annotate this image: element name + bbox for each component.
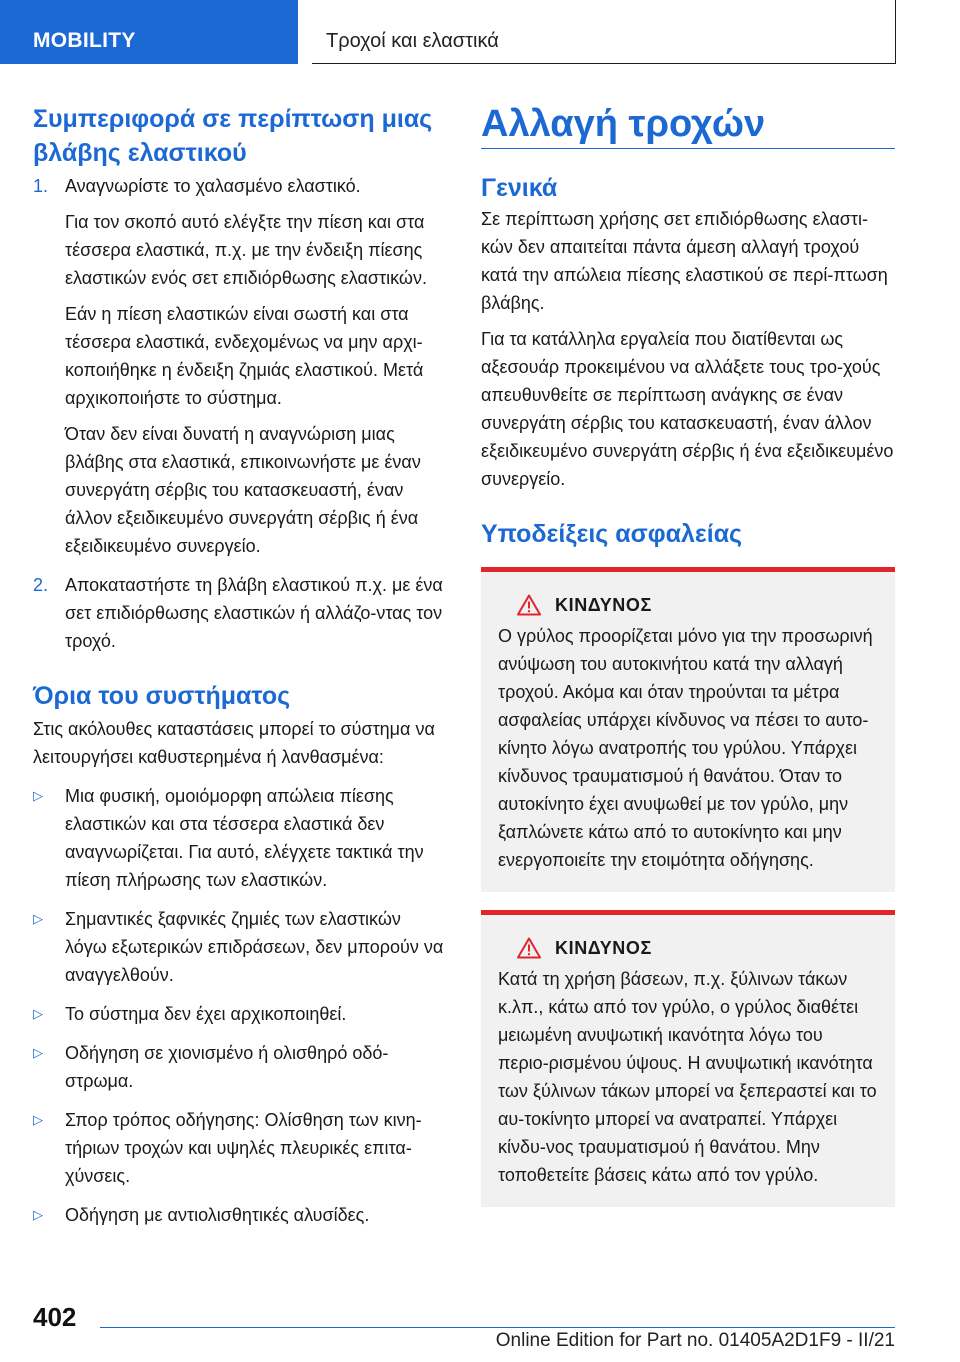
list-item: [33, 1106, 445, 1190]
list-item: [33, 1039, 445, 1095]
triangle-right-icon: ▷: [33, 788, 43, 803]
right-column: [481, 102, 895, 1207]
paragraph: Για τα κατάλληλα εργαλεία που διατίθενται ως αξεσουάρ προκειμένου να αλλάξετε τους τρο-χούς απευθυνθείτε σε περίπτωση ανάγκης σε έναν συνεργάτη σέρβις του κατασκευαστή, έναν άλλον εξειδικευμένο συνεργάτη σέρβις ή ένα εξειδικευμένο συνεργείο.: [481, 329, 894, 489]
paragraph: Αναγνωρίστε το χαλασμένο ελαστικό.: [65, 176, 361, 196]
triangle-right-icon: ▷: [33, 1045, 43, 1060]
step-number: 2.: [33, 575, 49, 595]
list-item: [33, 1201, 445, 1229]
warning-box: [481, 910, 895, 1207]
main-heading-wheel-change: Αλλαγή τροχών: [481, 102, 895, 149]
step-number: 1.: [33, 176, 49, 196]
list-item-text: Οδήγηση με αντιολισθητικές αλυσίδες.: [65, 1205, 370, 1225]
list-item: [33, 571, 445, 655]
footer-divider: [100, 1327, 895, 1328]
list-item: [33, 1000, 445, 1028]
list-item-text: Το σύστημα δεν έχει αρχικοποιηθεί.: [65, 1004, 347, 1024]
section-tab: MOBILITY: [0, 0, 298, 64]
paragraph: Σε περίπτωση χρήσης σετ επιδιόρθωσης ελαστι-κών δεν απαιτείται πάντα άμεση αλλαγή τροχού κατά την απώλεια πίεσης ελαστικού σε περί-πτωση βλάβης.: [481, 209, 888, 313]
list-item: [33, 782, 445, 894]
triangle-right-icon: ▷: [33, 1006, 43, 1021]
page-number: 402: [33, 1302, 77, 1332]
list-item-text: Οδήγηση σε χιονισμένο ή ολισθηρό οδό-στρωμα.: [65, 1043, 389, 1091]
list-item-text: Σπορ τρόπος οδήγησης: Ολίσθηση των κινη-τήριων τροχών και υψηλές πλευρικές επιτα-χύνσεις.: [65, 1110, 422, 1186]
section-heading-limits: Όρια του συστήματος: [33, 682, 291, 710]
list-item-text: Σημαντικές ξαφνικές ζημιές των ελαστικών λόγω εξωτερικών επιδράσεων, δεν μπορούν να αναγγελθούν.: [65, 909, 444, 985]
warning-text: Ο γρύλος προορίζεται μόνο για την προσωρινή ανύψωση του αυτοκινήτου κατά την αλλαγή τροχού. Ακόμα και όταν τηρούνται τα μέτρα ασφαλείας υπάρχει κίνδυνος να πέσει το αυτο-κίνητο λόγω ανατροπής του γρύλου. Υπάρχει κίνδυνος τραυματισμού ή θανάτου. Όταν το αυτοκίνητο έχει ανυψωθεί με τον γρύλο, μην ξαπλώνετε κάτω από το αυτοκίνητο και μην ενεργοποιείτε την ετοιμότητα οδήγησης.: [498, 626, 873, 870]
warning-triangle-icon: [517, 594, 541, 616]
list-item-text: Μια φυσική, ομοιόμορφη απώλεια πίεσης ελαστικών και στα τέσσερα ελαστικά δεν αναγνωρίζεται. Για αυτό, ελέγχετε τακτικά την πίεση πλήρωσης των ελαστικών.: [65, 786, 424, 890]
section-heading-safety: Υποδείξεις ασφαλείας: [481, 520, 743, 548]
warning-box: [481, 567, 895, 892]
paragraph: Στις ακόλουθες καταστάσεις μπορεί το σύστημα να λειτουργήσει καθυστερημένα ή λανθασμένα:: [33, 719, 435, 767]
triangle-right-icon: ▷: [33, 1207, 43, 1222]
warning-label: ΚΙΝΔΥΝΟΣ: [555, 594, 652, 615]
list-item: [33, 172, 445, 560]
warning-label: ΚΙΝΔΥΝΟΣ: [555, 937, 652, 958]
paragraph: Για τον σκοπό αυτό ελέγξτε την πίεση και στα τέσσερα ελαστικά, π.χ. με την ένδειξη πίεσης ελαστικών ενός σετ επιδιόρθωσης ελαστικών.: [65, 212, 427, 288]
triangle-right-icon: ▷: [33, 1112, 43, 1127]
section-heading-general: Γενικά: [481, 174, 558, 202]
warning-triangle-icon: [517, 937, 541, 959]
chapter-title: Τροχοί και ελαστικά: [312, 0, 896, 64]
list-item: [33, 905, 445, 989]
edition-info: Online Edition for Part no. 01405A2D1F9 - II/21: [495, 1330, 895, 1351]
paragraph: Αποκαταστήστε τη βλάβη ελαστικού π.χ. με ένα σετ επιδιόρθωσης ελαστικών ή αλλάζο-ντας τον τροχό.: [65, 575, 443, 651]
paragraph: Εάν η πίεση ελαστικών είναι σωστή και στα τέσσερα ελαστικά, ενδεχομένως να μην αρχι-κοποιήθηκε η ένδειξη ζημιάς ελαστικού. Μετά αρχικοποιήστε το σύστημα.: [65, 304, 424, 408]
warning-text: Κατά τη χρήση βάσεων, π.χ. ξύλινων τάκων κ.λπ., κάτω από τον γρύλο, ο γρύλος διαθέτει μειωμένη ανυψωτική ικανότητα λόγω του περιο-ρισμένου ύψους. Η ανυψωτική ικανότητα των ξύλινων τάκων μπορεί να ξεπεραστεί και το αυ-τοκίνητο μπορεί να ανατραπεί. Υπάρχει κίνδυ-νος τραυματισμού ή θανάτου. Μην τοποθετείτε βάσεις κάτω από τον γρύλο.: [498, 969, 877, 1185]
triangle-right-icon: ▷: [33, 911, 43, 926]
section-heading-breakdown: Συμπεριφορά σε περίπτωση μιας βλάβης ελαστικού: [33, 105, 433, 167]
left-column: [33, 102, 445, 1229]
paragraph: Όταν δεν είναι δυνατή η αναγνώριση μιας βλάβης στα ελαστικά, επικοινωνήστε με έναν συνεργάτη σέρβις του κατασκευαστή, έναν άλλον εξειδικευμένο συνεργάτη σέρβις ή ένα εξειδικευμένο συνεργείο.: [65, 424, 421, 556]
